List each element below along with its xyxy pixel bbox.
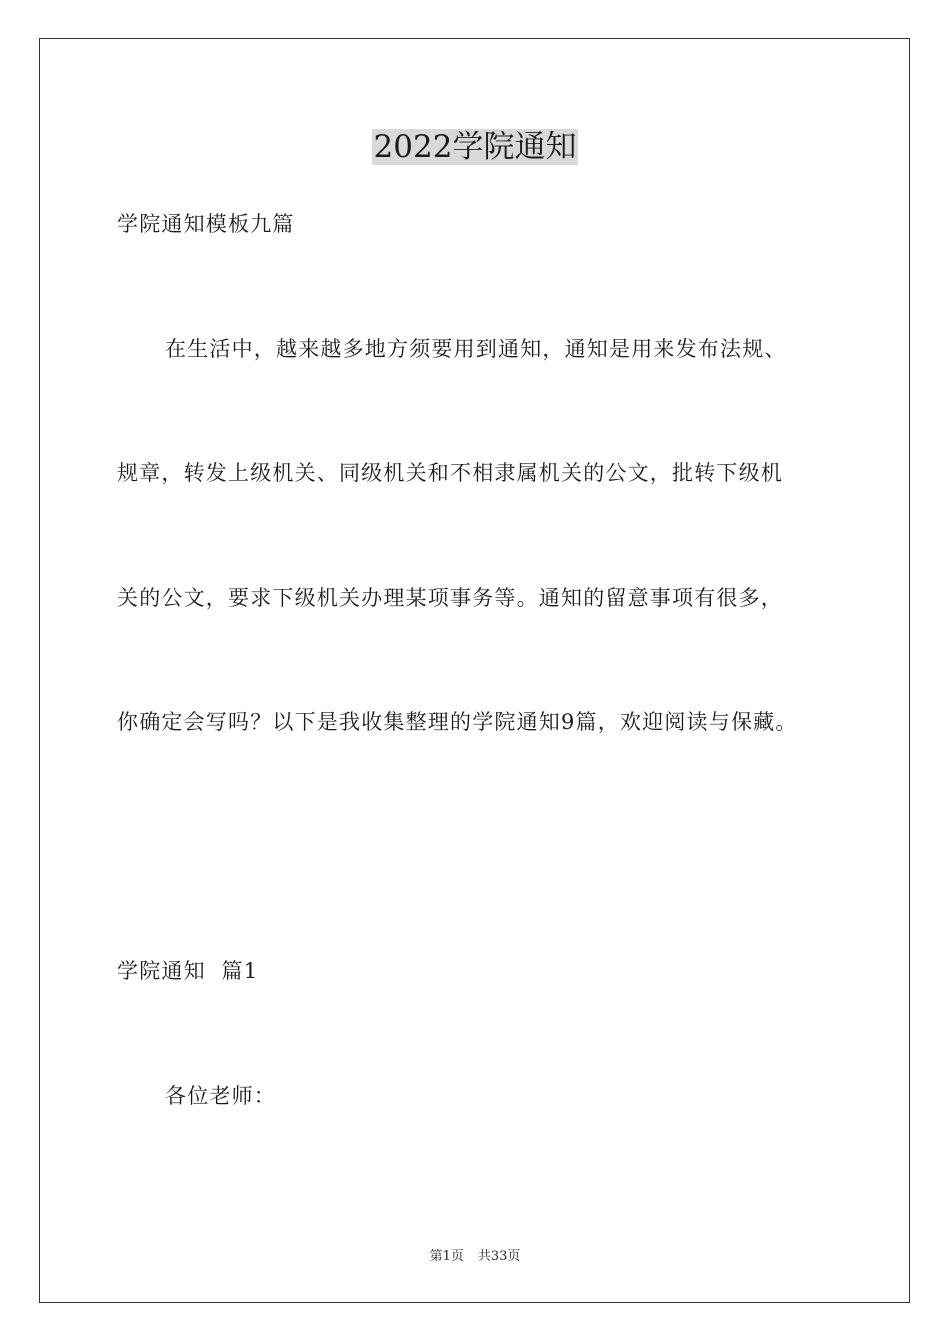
intro-line-4: 你确定会写吗？以下是我收集整理的学院通知9篇，欢迎阅读与保藏。 xyxy=(117,710,798,734)
intro-line-2: 规章，转发上级机关、同级机关和不相隶属机关的公文，批转下级机 xyxy=(117,461,783,485)
section-heading: 学院通知 篇1 xyxy=(117,959,259,983)
document-subtitle: 学院通知模板九篇 xyxy=(117,212,295,236)
intro-line-1: 在生活中，越来越多地方须要用到通知，通知是用来发布法规、 xyxy=(165,337,787,361)
page-total: 共33页 xyxy=(477,1249,521,1264)
intro-line-3: 关的公文，要求下级机关办理某项事务等。通知的留意事项有很多， xyxy=(117,586,783,610)
salutation: 各位老师： xyxy=(165,1084,276,1108)
page-footer xyxy=(0,1247,950,1267)
page-number: 第1页 xyxy=(429,1249,464,1264)
document-title xyxy=(0,125,950,169)
document-title-text: 2022学院通知 xyxy=(373,129,577,165)
